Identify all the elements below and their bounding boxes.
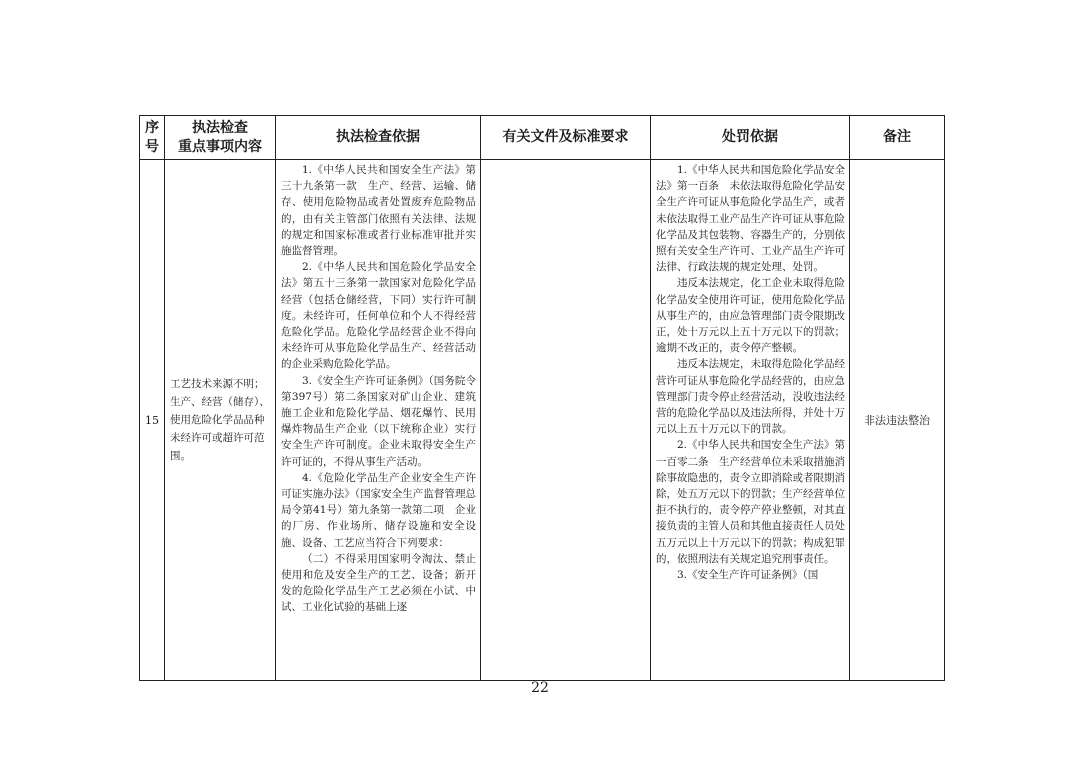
header-penalty: 处罚依据: [651, 116, 850, 160]
table-row: [140, 160, 945, 681]
penalty-paragraph: 违反本法规定，未取得危险化学品经营许可证从事危险化学品经营的，由应急管理部门责令停止经营活动，没收违法经营的危险化学品以及违法所得，并处十万元以上五十万元以下的罚款。: [656, 358, 845, 436]
penalty-paragraph: 3.《安全生产许可证条例》（国: [677, 569, 819, 582]
penalty-paragraph: 违反本法规定，化工企业未取得危险化学品安全使用许可证，使用危险化学品从事生产的，由应急管理部门责令限期改正，处十万元以上五十万元以下的罚款；逾期不改正的，责令停产整顿。: [656, 277, 845, 355]
basis-paragraph: 1.《中华人民共和国安全生产法》第三十九条第一款 生产、经营、运输、储存、使用危险物品或者处置废弃危险物品的，由有关主管部门依照有关法律、法规的规定和国家标准或者行业标准审批并实施监督管理。: [281, 164, 476, 258]
row-standards: [481, 160, 651, 681]
header-basis: 执法检查依据: [276, 116, 481, 160]
basis-paragraph: 2.《中华人民共和国危险化学品安全法》第五十三条第一款国家对危险化学品经营（包括仓储经营，下同）实行许可制度。未经许可，任何单位和个人不得经营危险化学品。危险化学品经营企业不得向未经许可从事危险化学品生产、经营活动的企业采购危险化学品。: [281, 261, 476, 371]
header-focus: [165, 116, 276, 160]
penalty-paragraph: 1.《中华人民共和国危险化学品安全法》第一百条 未依法取得危险化学品安全生产许可证从事危险化学品生产，或者未依法取得工业产品生产许可证从事危险化学品及其包装物、容器生产的，分别依照有关安全生产许可、工业产品生产许可法律、行政法规的规定处理、处罚。: [656, 164, 845, 274]
row-remark: 非法违法整治: [850, 160, 945, 681]
basis-paragraph: 3.《安全生产许可证条例》（国务院令第397号）第二条国家对矿山企业、建筑施工企业和危险化学品、烟花爆竹、民用爆炸物品生产企业（以下统称企业）实行安全生产许可制度。企业未取得安全生产许可证的，不得从事生产活动。: [281, 374, 476, 468]
basis-paragraph: 4.《危险化学品生产企业安全生产许可证实施办法》（国家安全生产监督管理总局令第41号）第九条第一款第二项 企业的厂房、作业场所、储存设施和安全设施、设备、工艺应当符合下列要求：: [281, 471, 476, 549]
basis-text: [276, 160, 480, 680]
penalty-text: [651, 160, 849, 680]
header-focus-line1: 执法检查: [192, 119, 248, 136]
enforcement-table: [139, 115, 945, 681]
row-focus: 工艺技术来源不明；生产、经营（储存）、使用危险化学品品种未经许可或超许可范围。: [165, 160, 276, 681]
penalty-paragraph: 2.《中华人民共和国安全生产法》第一百零二条 生产经营单位未采取措施消除事故隐患的，责令立即消除或者限期消除，处五万元以下的罚款；生产经营单位拒不执行的，责令停产停业整顿，对其直接负责的主管人员和其他直接责任人员处五万元以上十万元以下的罚款；构成犯罪的，依照刑法有关规定追究刑事责任。: [656, 439, 845, 565]
header-focus-line2: 重点事项内容: [178, 138, 262, 155]
row-basis: [276, 160, 481, 681]
row-seq: 15: [140, 160, 165, 681]
header-remark: 备注: [850, 116, 945, 160]
header-standards: 有关文件及标准要求: [481, 116, 651, 160]
table-header-row: [140, 116, 945, 160]
header-seq: 序号: [140, 116, 165, 160]
basis-paragraph: （二）不得采用国家明令淘汰、禁止使用和危及安全生产的工艺、设备；新开发的危险化学品生产工艺必须在小试、中试、工业化试验的基础上逐: [281, 552, 476, 614]
page-number: 22: [531, 680, 549, 696]
row-penalty: [651, 160, 850, 681]
